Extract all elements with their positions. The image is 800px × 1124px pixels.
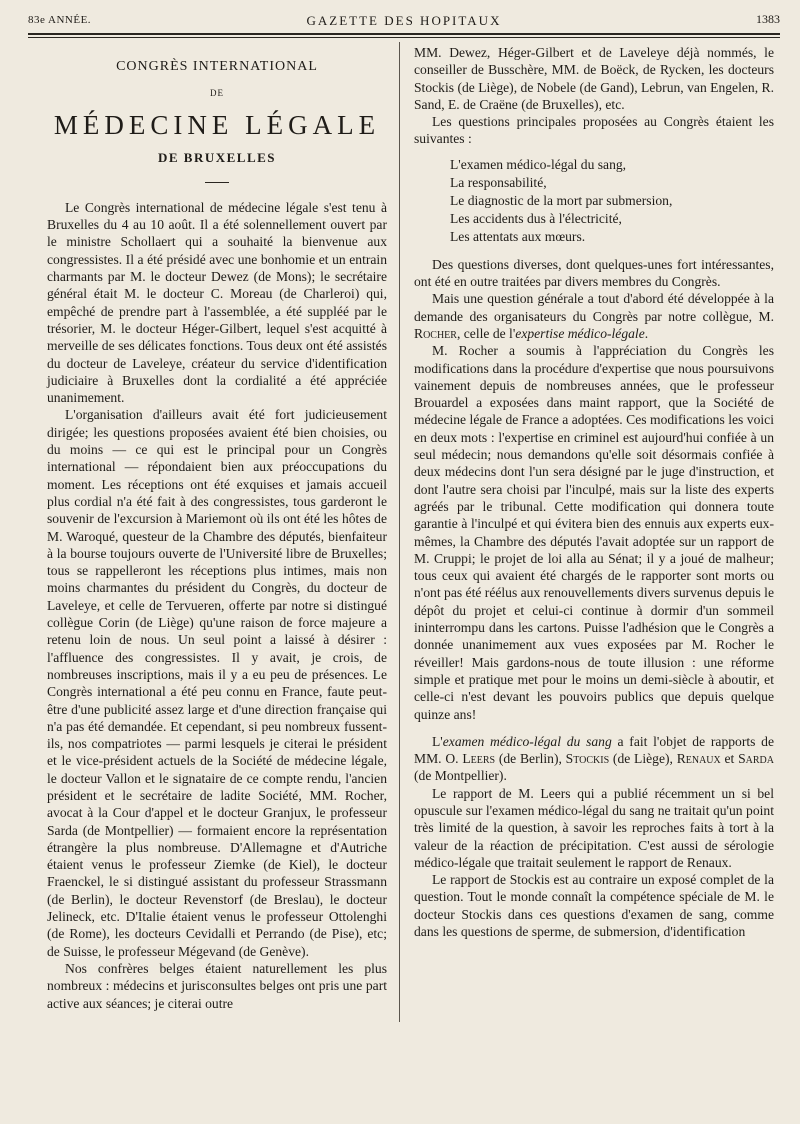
author-name: Rocher [414, 325, 457, 341]
list-item: Le diagnostic de la mort par submersion, [450, 192, 673, 208]
list-item: Les attentats aux mœurs. [450, 228, 586, 244]
paragraph-continued: MM. Dewez, Héger-Gilbert et de Laveleye déjà nommés, le conseiller de Busschère, MM. de Boëck, de Rycken, les docteurs Stockis (de Liège), de Nobele (de Gand), Lebrun, van Engelen, R. Sand, E. de Craëne (de Bruxelles), etc. [414, 45, 774, 112]
text-run: et [720, 751, 739, 767]
paragraph: Des questions diverses, dont quelques-unes fort intéressantes, ont été en outre traitées par divers membres du Congrès. [414, 256, 774, 290]
topic-list [450, 156, 774, 246]
title-rule [205, 182, 229, 183]
volume-label: 83e ANNÉE. [28, 14, 92, 26]
article-subtitle: DE BRUXELLES [157, 149, 277, 165]
page-number: 1383 [756, 12, 780, 26]
text-run: (de Montpellier). [414, 768, 507, 784]
paragraph [414, 290, 774, 342]
topic-emphasis: examen médico-légal du sang [442, 733, 612, 749]
paragraph: Le rapport de M. Leers qui a publié récemment un si bel opuscule sur l'examen médico-légal du sang ne traitait qu'un point très limité de la question, à savoir les reproches faits à tort à la valeur de la réaction de précipitation. C'est aussi de sérologie médico-légale que traitait seulement le rapport de Renaux. [414, 785, 774, 870]
left-column [47, 44, 387, 1012]
article-title: MÉDECINE LÉGALE [53, 109, 381, 140]
text-run: L' [432, 733, 443, 749]
list-item: Les accidents dus à l'électricité, [450, 210, 622, 226]
author-name: Sarda [738, 751, 774, 767]
list-item: L'examen médico-légal du sang, [450, 156, 627, 172]
paragraph-gap [414, 723, 774, 733]
author-name: Renaux [676, 751, 721, 767]
paragraph [414, 733, 774, 785]
text-run: Mais une question générale a tout d'abord été développée à la demande des organisateurs du Congrès par notre collègue, M. [414, 291, 774, 324]
masthead-title: GAZETTE DES HOPITAUX [306, 13, 502, 28]
paragraph: M. Rocher a soumis à l'appréciation du Congrès les modifications dans la procédure d'expertise que nous poursuivons vainement depuis de nombreuses années, que le professeur Brouardel a exposées dans maint rapport, que la Société de médecine légale de France a adoptées. Ces modifications les voici en deux mots : l'expertise en criminel est aujourd'hui confiée à un seul médecin; nous demandons qu'elle soit désormais confiée à deux médecins dont l'un sera désigné par le juge d'instruction, et dont l'autre sera choisi par l'inculpé, mais sur la liste des experts agréés par le tribunal. Cette modification qui donnera toute garantie à l'inculpé et qui évitera bien des ennuis aux experts eux-mêmes, la Chambre des députés l'avait adoptée sur un rapport de M. Cruppi; le projet de loi alla au Sénat; il y a joué de malheur; tous ceux qui avaient été chargés de le rapporter sont morts ou n'ont pas été réélus aux renouvellements divers survenus depuis le dépôt du projet et celui-ci continue à dormir d'un sommeil ininterrompu dans les cartons. Puisse l'adhésion que le Congrès a donnée unanimement aux vues exposées par M. Rocher le réveiller! Mais gardons-nous de toute illusion : une réforme simple et pratique met pour le moins un demi-siècle à aboutir, et celle-ci n'est devant les pouvoirs publics que depuis quelque quinze ans! [414, 343, 774, 722]
paragraph: Le rapport de Stockis est au contraire un exposé complet de la question. Tout le monde connaît la compétence spéciale de M. le docteur Stockis dans ces questions d'examen de sang, comme dans les questions de sperme, de submersion, d'identification [414, 872, 774, 940]
text-run: . [644, 325, 649, 341]
text-run: (de Berlin), [495, 751, 566, 767]
article-de: DE [210, 88, 224, 99]
list-item: La responsabilité, [450, 174, 547, 190]
column-divider [399, 42, 400, 1022]
paragraph: L'organisation d'ailleurs avait été fort judicieusement dirigée; les questions proposées avaient été bien choisies, ou du moins — ce qui est le principal pour un Congrès international — répondaient bien aux préoccupations du moment. Les réceptions ont été exquises et jamais accueil plus cordial n'a été fait à des congressistes, tous garderont le souvenir de l'excursion à Mariemont où ils ont été les hôtes de M. Waroqué, questeur de la Chambre des députés, bienfaiteur à la bourse toujours ouverte de l'Université libre de Bruxelles; tous se rappelleront les réceptions plus intimes, mais non moins charmantes du président du Congrès, du docteur de Laveleye, et celle de Tervueren, offerte par notre si distingué collègue Corin (de Liège) qu'une raison de force majeure a retenu loin de nous. Un seul point a laissé à désirer : l'affluence des congressistes. Il y avait, je crois, de nombreuses inscriptions, mais il y a eu peu de présences. Le Congrès international a été peu connu en France, faute peut-être d'une publicité assez large et d'une direction française qui n'a pas été demandée. Et cependant, si peu nombreux fussent-ils, nos compatriotes — parmi lesquels je citerai le président et le vice-président actuels de la Société de médecine légale, le docteur Vallon et le signataire de ce compte rendu, l'ancien président et le secrétaire de ladite Société, MM. Rocher, avocat à la Cour d'appel et le docteur Granjux, le professeur Sarda (de Montpellier) — formaient encore la représentation étrangère la plus nombreuse. D'Allemagne et d'Autriche étaient venus le professeur Ziemke (de Kiel), le docteur Fraenckel, le si distingué assistant du professeur Strassmann (de Berlin), le docteur Revenstorf (de Breslau), le docteur Jelineck, etc. D'Italie étaient venus le professeur Ottolenghi (de Rome), les docteurs Cevidalli et Perrando (de Pise), etc; de Suisse, le professeur Mégevand (de Genève). [47, 407, 387, 959]
text-run: , celle de l' [456, 325, 516, 341]
header-rule [28, 33, 780, 35]
author-name: Leers [462, 751, 496, 767]
text-run: (de Liège), [609, 751, 677, 767]
paragraph: Les questions principales proposées au Congrès étaient les suivantes : [414, 114, 774, 147]
right-column [414, 44, 774, 940]
topic-emphasis: expertise médico-légale [515, 325, 645, 341]
text-run: a fait l'objet de rapports de MM. O. [414, 733, 774, 767]
author-name: Stockis [565, 751, 610, 767]
header-rule-thin [28, 37, 780, 38]
article-kicker: CONGRÈS INTERNATIONAL [116, 59, 318, 74]
paragraph: Nos confrères belges étaient naturellement les plus nombreux : médecins et jurisconsultes belges ont pris une part active aux séances; je citerai outre [47, 960, 387, 1011]
running-head [28, 10, 780, 32]
paragraph: Le Congrès international de médecine légale s'est tenu à Bruxelles du 4 au 10 août. Il a été solennellement ouvert par le ministre Schollaert qui a souhaité la bienvenue aux congressistes. Il a été présidé avec une bonhomie et un entrain charmants par M. le docteur Dewez (de Mons); le secrétaire général était M. le docteur C. Moreau (de Charleroi) qui, empêché de prendre part à l'assemblée, a été suppléé par le trésorier, M. le docteur Héger-Gilbert, lequel s'est acquitté à merveille de ses délicates fonctions. Tous deux ont été assistés du docteur de Laveleye, créateur du service d'identification judiciaire à Bruxelles dont la cordialité a été appréciée unanimement. [47, 199, 387, 406]
